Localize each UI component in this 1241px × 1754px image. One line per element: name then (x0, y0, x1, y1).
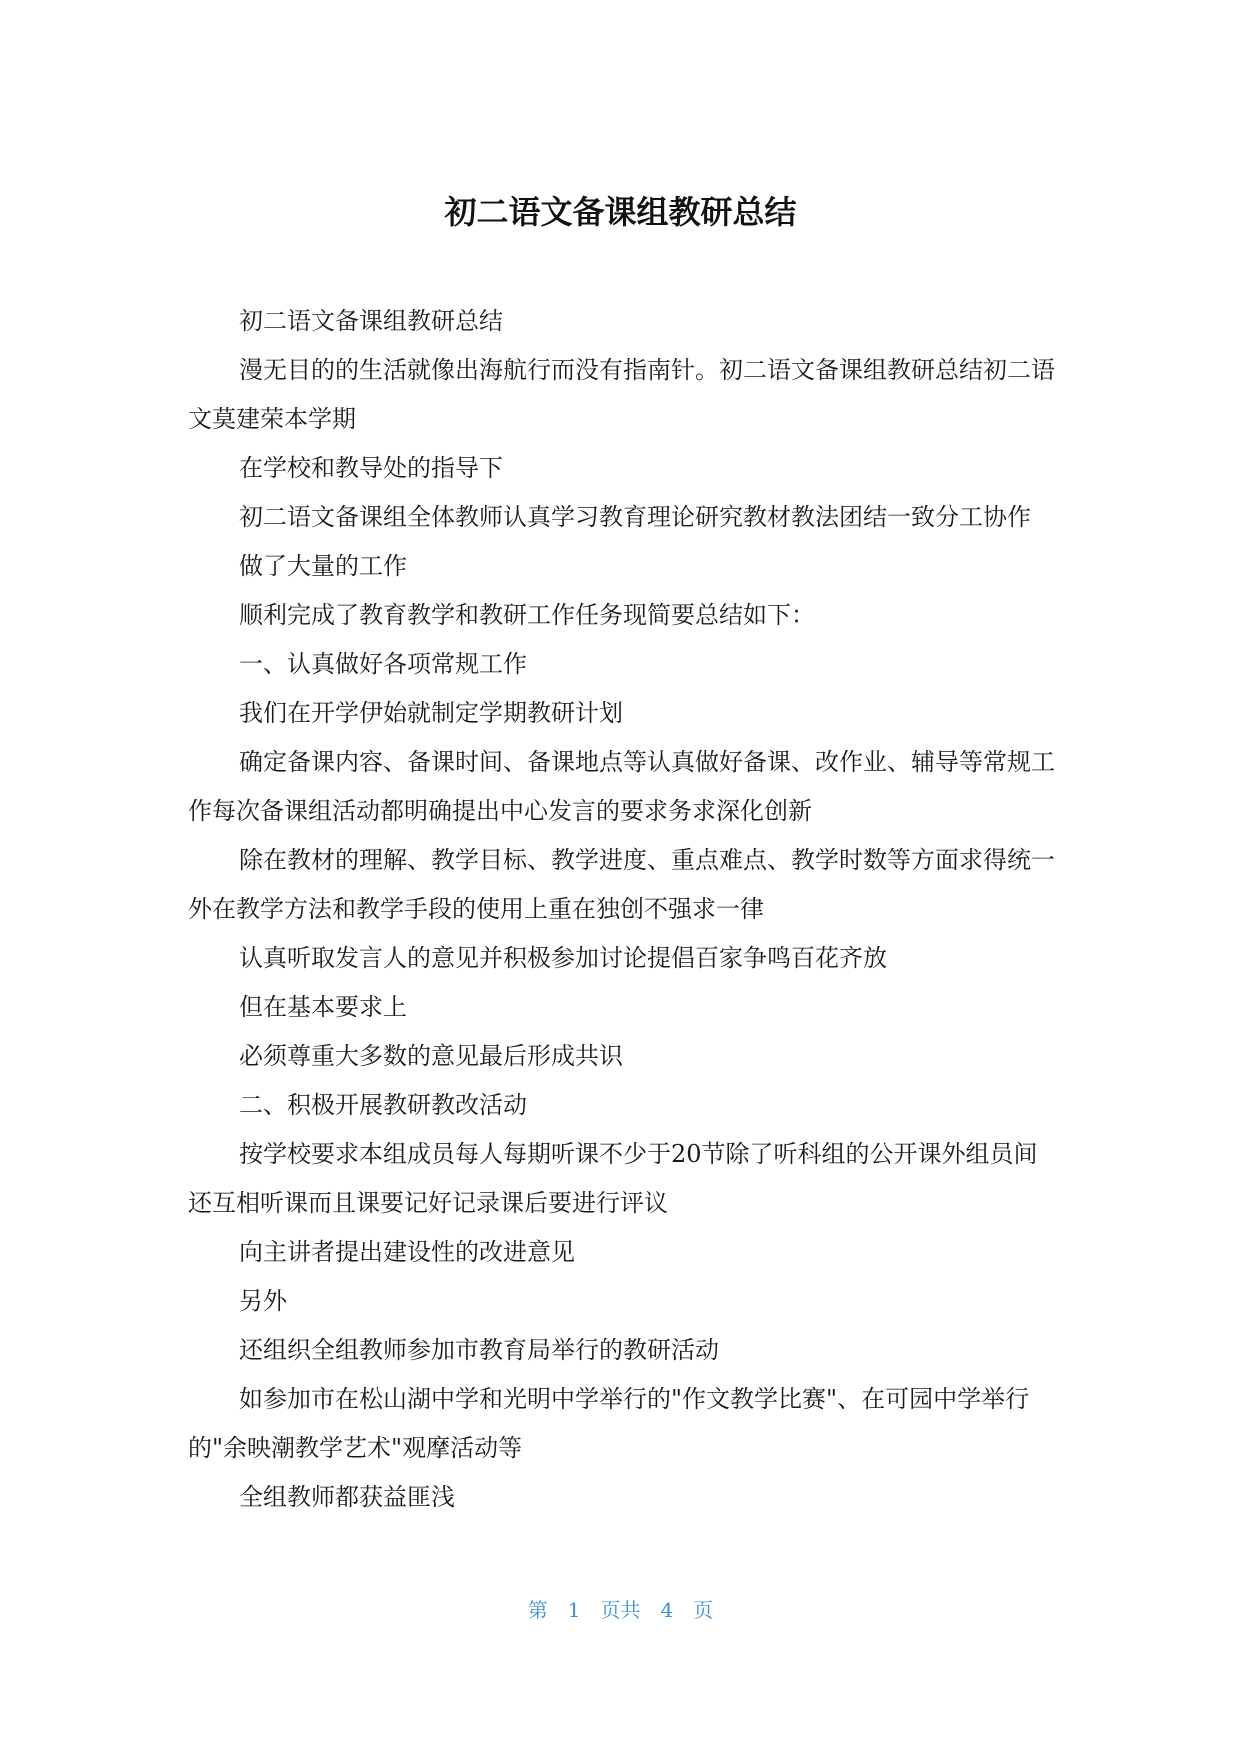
paragraph: 确定备课内容、备课时间、备课地点等认真做好备课、改作业、辅导等常规工作每次备课组活动都明确提出中心发言的要求务求深化创新 (188, 748, 1055, 825)
total-pages-number: 4 (660, 1598, 674, 1622)
paragraph: 全组教师都获益匪浅 (239, 1483, 455, 1511)
paragraph: 顺利完成了教育教学和教研工作任务现简要总结如下： (239, 601, 815, 629)
paragraph: 除在教材的理解、教学目标、教学进度、重点难点、教学时数等方面求得统一外在教学方法和教学手段的使用上重在独创不强求一律 (188, 846, 1055, 923)
page-number-footer (0, 1596, 1241, 1624)
paragraph: 我们在开学伊始就制定学期教研计划 (239, 699, 623, 727)
paragraph: 漫无目的的生活就像出海航行而没有指南针。初二语文备课组教研总结初二语文莫建荣本学期 (188, 356, 1055, 433)
document-body (188, 297, 1058, 1522)
paragraph: 做了大量的工作 (239, 552, 407, 580)
paragraph: 如参加市在松山湖中学和光明中学举行的"作文教学比赛"、在可园中学举行的"余映潮教学艺术"观摩活动等 (188, 1385, 1030, 1462)
footer-label-end: 页 (693, 1598, 714, 1622)
page-title: 初二语文备课组教研总结 (444, 193, 797, 231)
paragraph: 但在基本要求上 (239, 993, 407, 1021)
paragraph: 认真听取发言人的意见并积极参加讨论提倡百家争鸣百花齐放 (239, 944, 887, 972)
paragraph: 另外 (239, 1287, 287, 1315)
paragraph: 必须尊重大多数的意见最后形成共识 (239, 1042, 623, 1070)
paragraph: 二、积极开展教研教改活动 (239, 1091, 527, 1119)
paragraph: 在学校和教导处的指导下 (239, 454, 503, 482)
paragraph: 按学校要求本组成员每人每期听课不少于20节除了听科组的公开课外组员间还互相听课而且课要记好记录课后要进行评议 (188, 1140, 1038, 1217)
footer-label-mid: 页共 (600, 1598, 641, 1622)
paragraph: 初二语文备课组全体教师认真学习教育理论研究教材教法团结一致分工协作 (239, 503, 1031, 531)
paragraph: 初二语文备课组教研总结 (239, 307, 503, 335)
paragraph: 还组织全组教师参加市教育局举行的教研活动 (239, 1336, 719, 1364)
current-page-number: 1 (567, 1598, 581, 1622)
paragraph: 向主讲者提出建设性的改进意见 (239, 1238, 575, 1266)
footer-label-page: 第 (527, 1598, 548, 1622)
paragraph: 一、认真做好各项常规工作 (239, 650, 527, 678)
